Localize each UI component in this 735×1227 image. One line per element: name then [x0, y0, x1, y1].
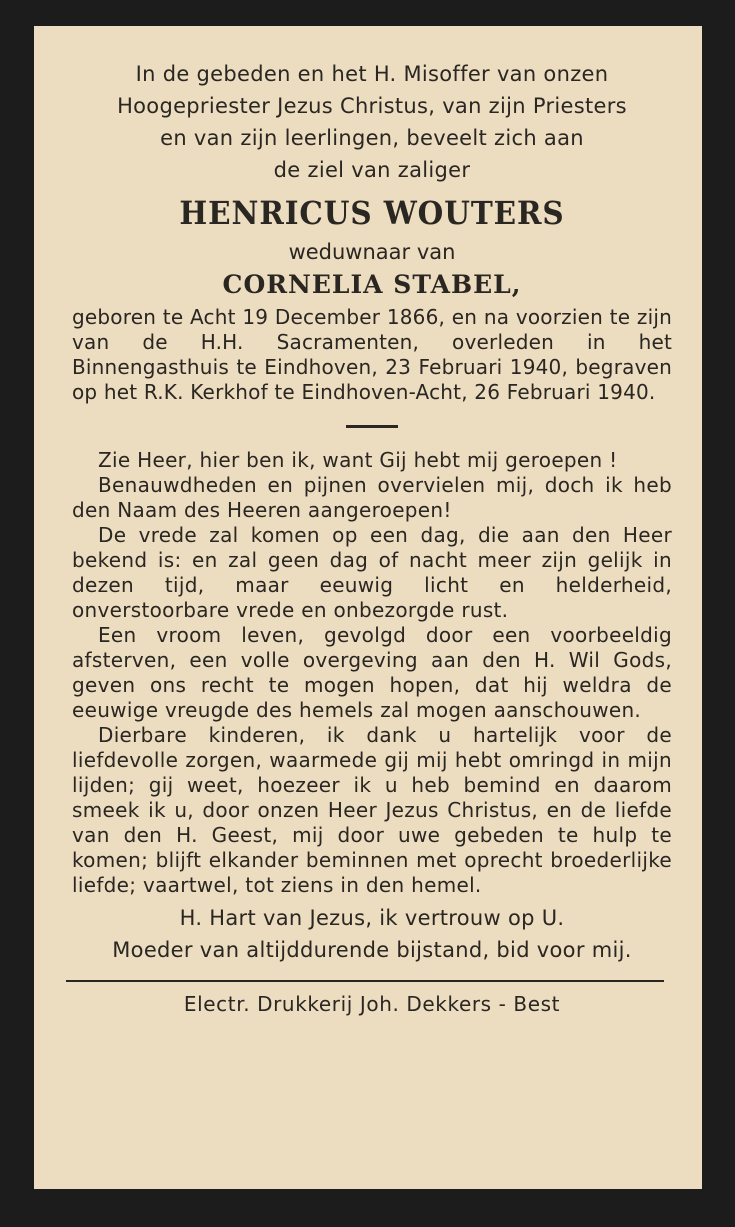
spouse-name: CORNELIA STABEL, [222, 270, 522, 299]
paragraph: Benauwdheden en pijnen overvielen mij, doch ik heb den Naam des Heeren aangeroepen! [72, 473, 672, 522]
intro-line: de ziel van zaliger [273, 158, 471, 182]
prayer-sacred-heart: H. Hart van Jezus, ik vertrouw op U. [179, 906, 565, 930]
printer-credit: Electr. Drukkerij Joh. Dekkers - Best [183, 992, 561, 1016]
paragraph: Een vroom leven, gevolgd door een voorbeeldig afsterven, een volle overgeving aan den H. Wil Gods, geven ons recht te mogen hopen, dat hij weldra de eeuwige vreugde des hemels zal mogen aanschouwen. [72, 623, 672, 722]
intro-line: en van zijn leerlingen, beveelt zich aan [160, 126, 584, 150]
bottom-divider [66, 980, 664, 982]
deceased-name: HENRICUS WOUTERS [179, 194, 565, 232]
card-paper [34, 26, 702, 1189]
paragraph: Dierbare kinderen, ik dank u hartelijk voor de liefdevolle zorgen, waarmede gij mij hebt omringd in mijn lijden; gij weet, hoezeer ik u heb bemind en daarom smeek ik u, door onzen Heer Jezus Christus, en de liefde van den H. Geest, mij door uwe gebeden te hulp te komen; blijft elkander beminnen met oprecht broederlijke liefde; vaartwel, tot ziens in den hemel. [72, 723, 672, 897]
intro-text [72, 58, 672, 186]
widow-of-label: weduwnaar van [288, 240, 456, 264]
prayer-mother: Moeder van altijddurende bijstand, bid voor mij. [112, 938, 632, 962]
intro-line: In de gebeden en het H. Misoffer van onzen [135, 62, 609, 86]
intro-line: Hoogepriester Jezus Christus, van zijn Priesters [117, 94, 627, 118]
paragraph: De vrede zal komen op een dag, die aan den Heer bekend is: en zal geen dag of nacht meer zijn gelijk in dezen tijd, maar eeuwig licht en helderheid, onverstoorbare vrede en onbezorgde rust. [72, 523, 672, 622]
text-body [72, 448, 672, 898]
paragraph: Zie Heer, hier ben ik, want Gij hebt mij geroepen ! [98, 448, 618, 472]
biography: geboren te Acht 19 December 1866, en na voorzien te zijn van de H.H. Sacramenten, overleden in het Binnengasthuis te Eindhoven, 23 Februari 1940, begraven op het R.K. Kerkhof te Eindhoven-Acht, 26 Februari 1940. [72, 305, 672, 404]
divider [346, 425, 398, 428]
